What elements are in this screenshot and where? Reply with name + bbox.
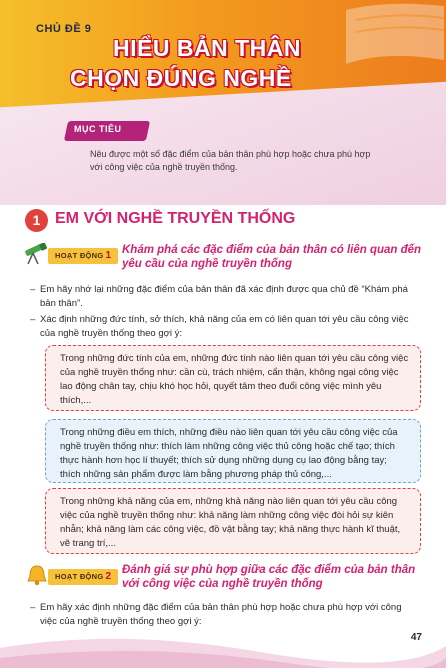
bottom-wave-decoration (0, 618, 446, 668)
book-pages-decoration (326, 0, 446, 80)
activity-2-tag-label: HOẠT ĐỘNG (55, 572, 104, 581)
chapter-title-line1: HIỂU BẢN THÂN (113, 35, 301, 61)
activity-2-title: Đánh giá sự phù hợp giữa các đặc điểm của bản thân với công việc của nghề truyền thống (122, 564, 416, 590)
interests-prompt-box: Trong những điều em thích, những điều nào liên quan tới yêu cầu công việc của nghề truyền thống như: thích làm những công việc thủ công hoặc chế tạo; thích thực hành hơn học lí thuyết; thích sử dụng những dụng cụ lao động bằng tay; thích những sản phẩm được làm bằng phương pháp thủ công,... (45, 419, 421, 483)
activity-1-tag-label: HOẠT ĐỘNG (55, 251, 104, 260)
section-number: 1 (25, 209, 48, 232)
activity-1-title: Khám phá các đặc điểm của bản thân có liên quan đến yêu cầu của nghề truyền thống (122, 244, 422, 270)
list-item: – Em hãy xác định những đặc điểm của bản thân phù hợp hoặc chưa phù hợp với công việc của nghề truyền thống theo gợi ý: (30, 601, 420, 629)
telescope-icon (22, 243, 48, 265)
list-item: – Em hãy nhớ lại những đặc điểm của bản thân đã xác định được qua chủ đề “Khám phá bản thân”. (30, 283, 420, 311)
chapter-header (0, 0, 446, 205)
objective-text: Nêu được một số đặc điểm của bản thân phù hợp hoặc chưa phù hợp với công việc của nghề truyền thống. (90, 149, 371, 172)
objective-label: MỤC TIÊU (74, 124, 122, 134)
activity-1-number: 1 (105, 250, 112, 261)
activity-2-number: 2 (105, 571, 112, 582)
chapter-number: CHỦ ĐỀ 9 (36, 23, 92, 35)
activity-1-tag (48, 248, 118, 264)
activity-1-instructions (30, 283, 420, 343)
activity-2-tag (48, 569, 118, 585)
page-number: 47 (410, 632, 422, 643)
section-title: EM VỚI NGHỀ TRUYỀN THỐNG (55, 210, 296, 227)
list-item: – Xác định những đức tính, sở thích, khả năng của em có liên quan tới yêu cầu công việc của nghề truyền thống theo gợi ý: (30, 313, 420, 341)
abilities-prompt-box: Trong những khả năng của em, những khả năng nào liên quan tới yêu cầu công việc của nghề truyền thống như: khả năng làm những công việc đòi hỏi sự kiên nhẫn; khả năng làm các công việc, đồ vật bằng tay; khả năng thực hành kĩ thuật, vẽ trang trí,... (45, 488, 421, 554)
chapter-title-line2: CHỌN ĐÚNG NGHỀ (70, 65, 292, 91)
virtues-prompt-box: Trong những đức tính của em, những đức tính nào liên quan tới yêu cầu công việc của nghề truyền thống như: cần cù, trách nhiệm, cẩn thận, không ngại công việc lao động chân tay, chịu khó học hỏi, quyết tâm theo đuổi công việc mình yêu thích,... (45, 345, 421, 411)
bell-icon (24, 564, 50, 586)
